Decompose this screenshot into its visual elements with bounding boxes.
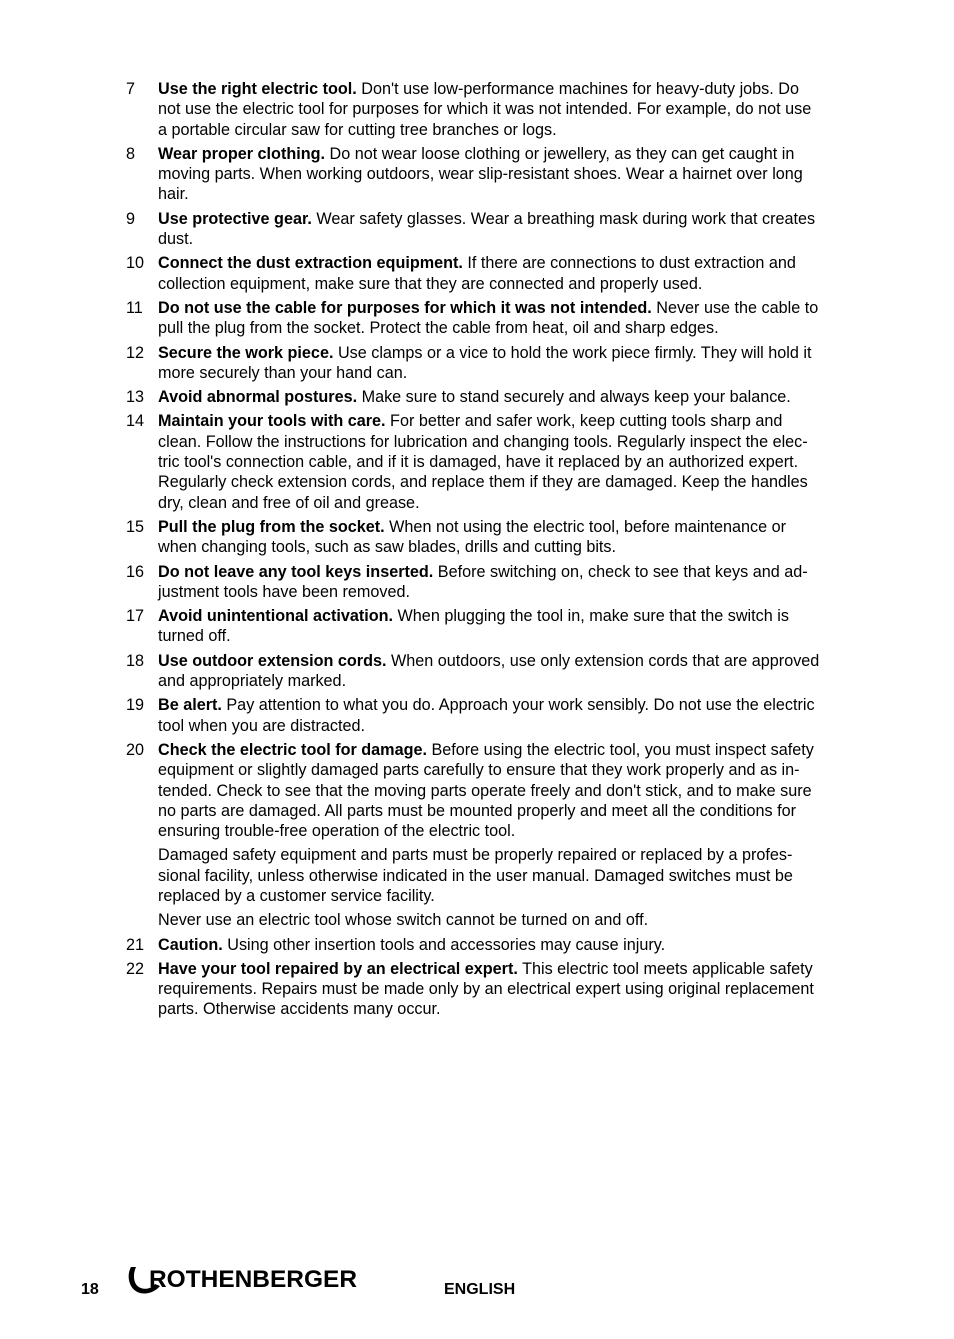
text-line [158,760,876,780]
line-text: tool when you are distracted. [158,716,365,735]
line-text: clean. Follow the instructions for lubrication and changing tools. Regularly inspect the elec- [158,432,808,451]
line-text: Regularly check extension cords, and replace them if they are damaged. Keep the handles [158,473,808,492]
list-item [126,253,876,294]
text-line [158,606,876,626]
text-line [158,472,876,492]
line-text: a portable circular saw for cutting tree branches or logs. [158,120,557,139]
item-paragraph [158,209,876,250]
text-line [158,79,876,99]
item-number: 14 [126,412,145,431]
line-text: If there are connections to dust extraction and [462,254,796,273]
text-line [158,164,876,184]
item-paragraph [158,959,876,1020]
line-text: pull the plug from the socket. Protect the cable from heat, oil and sharp edges. [158,319,719,338]
item-body [158,387,876,407]
item-number: 12 [126,343,145,362]
item-body [158,562,876,603]
line-text: Use clamps or a vice to hold the work piece firmly. They will hold it [333,343,812,362]
item-number: 18 [126,651,145,670]
item-paragraph [158,695,876,736]
item-body [158,79,876,140]
item-body [158,935,876,955]
item-body [158,517,876,558]
text-line [158,886,876,906]
line-text: equipment or slightly damaged parts carefully to ensure that they work properly and as in- [158,761,800,780]
item-title: Avoid abnormal postures. [158,388,358,407]
list-item [126,740,876,931]
line-text: Wear safety glasses. Wear a breathing mask during work that creates [311,209,816,228]
item-title: Connect the dust extraction equipment. [158,254,463,273]
item-title: Maintain your tools with care. [158,412,386,431]
line-text: Before using the electric tool, you must inspect safety [426,740,814,759]
text-line [158,184,876,204]
text-line [158,626,876,646]
text-line [158,318,876,338]
list-item [126,562,876,603]
item-title: Avoid unintentional activation. [158,607,394,626]
line-text: when changing tools, such as saw blades, drills and cutting bits. [158,538,617,557]
list-item [126,144,876,205]
item-paragraph [158,517,876,558]
list-item [126,935,876,955]
page-number: 18 [81,1281,99,1298]
line-text: moving parts. When working outdoors, wear slip-resistant shoes. Wear a hairnet over long [158,165,803,184]
text-line [158,740,876,760]
text-line [158,209,876,229]
text-line [158,651,876,671]
item-title: Use protective gear. [158,209,312,228]
list-item [126,411,876,512]
item-title: Use outdoor extension cords. [158,651,387,670]
text-line [158,343,876,363]
item-number: 19 [126,696,145,715]
text-line [158,298,876,318]
item-body [158,253,876,294]
item-number: 9 [126,209,136,228]
line-text: Never use an electric tool whose switch cannot be turned on and off. [158,911,649,930]
text-line [158,562,876,582]
line-text: Damaged safety equipment and parts must be properly repaired or replaced by a profes- [158,846,793,865]
item-paragraph [158,606,876,647]
item-number: 20 [126,740,145,759]
text-line [158,537,876,557]
text-line [158,493,876,513]
text-line [158,229,876,249]
item-title: Do not use the cable for purposes for which it was not intended. [158,298,652,317]
item-title: Be alert. [158,696,222,715]
item-body [158,209,876,250]
item-paragraph [158,343,876,384]
item-number: 17 [126,607,145,626]
text-line [158,910,876,930]
line-text: tended. Check to see that the moving parts operate freely and don't stick, and to make sure [158,781,812,800]
item-body [158,411,876,512]
line-text: tric tool's connection cable, and if it is damaged, have it replaced by an authorized expert. [158,453,799,472]
brand-logo [125,1262,359,1300]
line-text: turned off. [158,627,231,646]
item-paragraph [158,562,876,603]
item-number: 11 [126,298,143,317]
item-title: Wear proper clothing. [158,144,325,163]
list-item [126,209,876,250]
line-text: dust. [158,230,194,249]
text-line [158,781,876,801]
text-line [158,671,876,691]
item-number: 21 [126,935,145,954]
list-item [126,695,876,736]
item-body [158,606,876,647]
item-paragraph [158,651,876,692]
text-line [158,517,876,537]
item-number: 22 [126,959,145,978]
item-title: Caution. [158,935,223,954]
item-title: Use the right electric tool. [158,80,357,98]
line-text: justment tools have been removed. [158,582,410,601]
line-text: sional facility, unless otherwise indicated in the user manual. Damaged switches must be [158,866,793,885]
line-text: For better and safer work, keep cutting tools sharp and [385,412,783,431]
text-line [158,274,876,294]
list-item [126,298,876,339]
item-body [158,343,876,384]
item-title: Do not leave any tool keys inserted. [158,562,434,581]
line-text: and appropriately marked. [158,672,347,691]
line-text: ensuring trouble-free operation of the electric tool. [158,822,516,841]
item-paragraph [158,845,876,906]
line-text: When outdoors, use only extension cords that are approved [386,651,820,670]
item-number: 16 [126,562,145,581]
item-paragraph [158,79,876,140]
line-text: Using other insertion tools and accessories may cause injury. [222,935,666,954]
item-number: 8 [126,144,136,163]
line-text: not use the electric tool for purposes for which it was not intended. For example, do not use [158,100,812,119]
text-line [158,866,876,886]
item-body [158,651,876,692]
line-text: Don't use low-performance machines for heavy-duty jobs. Do [356,80,799,98]
line-text: hair. [158,185,189,204]
line-text: Before switching on, check to see that keys and ad- [433,562,808,581]
language-label: ENGLISH [444,1281,516,1298]
line-text: replaced by a customer service facility. [158,886,435,905]
text-line [158,999,876,1019]
text-line [158,695,876,715]
text-line [158,99,876,119]
brand-logo-wordmark: ROTHENBERGER [149,1266,357,1293]
item-paragraph [158,411,876,512]
text-line [158,979,876,999]
text-line [158,452,876,472]
list-item [126,343,876,384]
line-text: collection equipment, make sure that they are connected and properly used. [158,274,703,293]
item-number: 13 [126,388,145,407]
item-number: 7 [126,80,136,98]
line-text: more securely than your hand can. [158,363,408,382]
text-line [158,582,876,602]
list-item [126,79,876,140]
line-text: Do not wear loose clothing or jewellery, as they can get caught in [325,144,795,163]
item-body [158,144,876,205]
item-body [158,695,876,736]
item-body [158,959,876,1020]
line-text: no parts are damaged. All parts must be mounted properly and meet all the conditions for [158,801,796,820]
item-body [158,298,876,339]
item-title: Have your tool repaired by an electrical expert. [158,959,518,978]
text-line [158,801,876,821]
line-text: Never use the cable to [651,298,819,317]
text-line [158,253,876,273]
item-paragraph [158,298,876,339]
item-title: Check the electric tool for damage. [158,740,427,759]
list-item [126,651,876,692]
item-paragraph [158,253,876,294]
line-text: dry, clean and free of oil and grease. [158,493,420,512]
text-line [158,821,876,841]
text-line [158,363,876,383]
safety-instructions-list [126,79,876,1024]
line-text: requirements. Repairs must be made only by an electrical expert using original replacement [158,980,814,999]
item-title: Pull the plug from the socket. [158,517,385,536]
text-line [158,716,876,736]
line-text: When not using the electric tool, before maintenance or [384,517,786,536]
line-text: Make sure to stand securely and always keep your balance. [357,388,791,407]
line-text: parts. Otherwise accidents many occur. [158,1000,441,1019]
text-line [158,411,876,431]
text-line [158,144,876,164]
list-item [126,517,876,558]
list-item [126,959,876,1020]
item-paragraph [158,144,876,205]
item-title: Secure the work piece. [158,343,334,362]
list-item [126,606,876,647]
item-paragraph [158,740,876,841]
text-line [158,120,876,140]
text-line [158,959,876,979]
item-paragraph [158,910,876,930]
text-line [158,387,876,407]
line-text: Pay attention to what you do. Approach your work sensibly. Do not use the electric [221,696,815,715]
text-line [158,432,876,452]
item-number: 10 [126,254,145,273]
text-line [158,935,876,955]
list-item [126,387,876,407]
text-line [158,845,876,865]
item-body [158,740,876,931]
item-paragraph [158,935,876,955]
line-text: When plugging the tool in, make sure that the switch is [393,607,789,626]
item-number: 15 [126,517,145,536]
line-text: This electric tool meets applicable safety [517,959,813,978]
item-paragraph [158,387,876,407]
